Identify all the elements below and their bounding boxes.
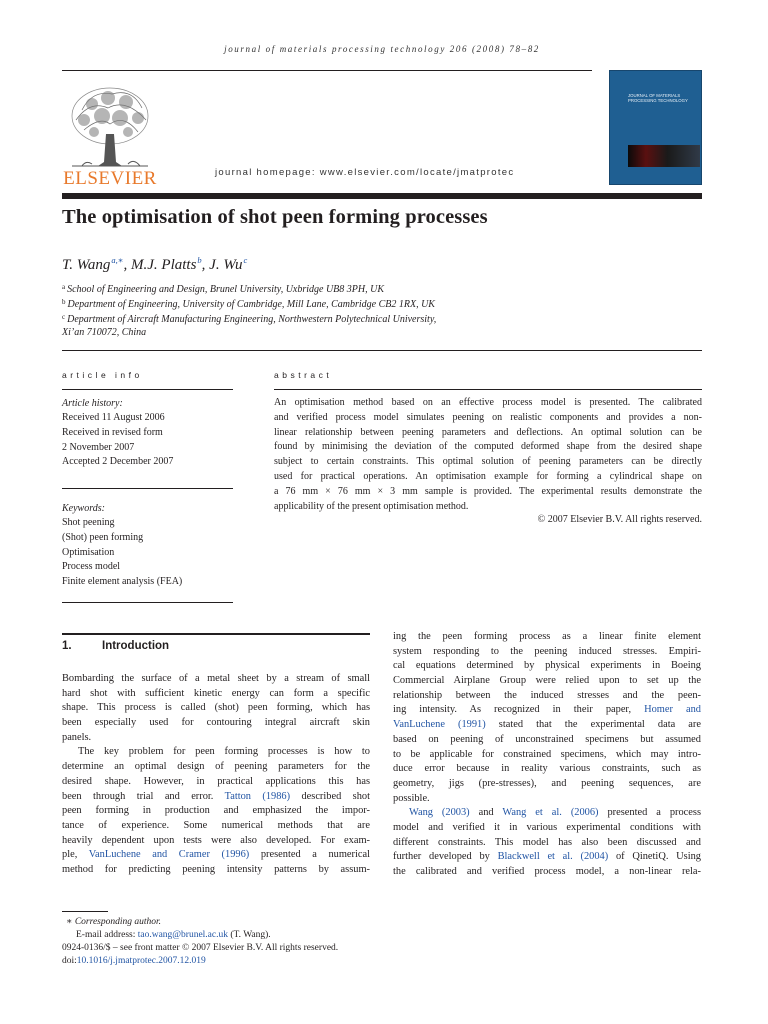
abstract-line: and verified process model simulates peening on realistic components and provides a non-	[274, 411, 702, 423]
body-column-right	[393, 630, 701, 880]
history-label: Article history:	[62, 398, 123, 409]
body-text-line	[393, 703, 701, 718]
section-title: Introduction	[102, 640, 170, 652]
abstract-line: An optimisation method based on an effective process model is presented. The calibrated	[274, 397, 702, 408]
journal-homepage[interactable]: journal homepage: www.elsevier.com/locate/jmatprotec	[215, 167, 515, 178]
affiliation: Xi’an 710072, China	[62, 327, 147, 338]
abstract-line: a 76 mm × 76 mm × 3 mm sample is provided. The experimental results demonstrate the	[274, 485, 702, 497]
body-text: hard shot with sufficient kinetic energy can form a specific	[62, 687, 370, 699]
doi-label: doi:	[62, 956, 77, 966]
body-text: desired shape. However, in practical applications this has	[62, 775, 370, 787]
affiliation: $^a$ School of Engineering and Design, Brunel University, Uxbridge UB8 3PH, UK	[62, 283, 385, 295]
body-text: presented a numerical	[249, 849, 370, 861]
abstract-line: linear relationship between peening parameters and deflections. An optimal solution can be	[274, 426, 702, 438]
body-text: shape. This process is called (shot) peen forming, which has	[62, 702, 370, 714]
header-rule	[62, 70, 592, 71]
cover-photo	[628, 145, 700, 167]
section-number: 1.	[62, 640, 72, 652]
section-heading-rule	[62, 633, 370, 635]
keywords-label: Keywords:	[62, 503, 105, 514]
keyword-item: Finite element analysis (FEA)	[62, 576, 183, 588]
body-text: been especially used for contouring integral aircraft skin	[62, 717, 370, 729]
body-text-line	[393, 659, 701, 674]
email-link[interactable]: tao.wang@brunel.ac.uk	[137, 930, 228, 940]
body-text-line	[393, 689, 701, 704]
author-name: J. Wu	[209, 257, 243, 273]
body-text-line	[62, 848, 370, 863]
author-name: M.J. Platts	[131, 257, 197, 273]
abstract-copyright: © 2007 Elsevier B.V. All rights reserved.	[537, 514, 702, 525]
publisher-wordmark: ELSEVIER	[63, 168, 157, 189]
body-text-line	[62, 731, 370, 746]
body-text: based on peening of unconstrained specimens but assumed	[393, 733, 701, 745]
abstract-line: applicability of the present optimisation method.	[274, 500, 469, 512]
paper-title: The optimisation of shot peen forming processes	[62, 206, 488, 228]
body-text: ing intensity. As recognized in their paper,	[393, 704, 645, 716]
body-text-line	[62, 672, 370, 687]
body-text: ple,	[62, 849, 89, 861]
body-text-line	[62, 745, 370, 760]
body-text-line	[393, 806, 701, 821]
keyword-item: Process model	[62, 561, 121, 573]
body-text-line	[62, 790, 370, 805]
body-text: ing the peen forming process as a linear finite element	[393, 631, 701, 642]
body-text: presented a process	[598, 807, 701, 819]
body-text: described shot	[290, 790, 370, 802]
article-info-rule	[62, 389, 233, 390]
footnote-email	[76, 929, 271, 942]
body-text-line	[62, 863, 370, 878]
body-text-line	[62, 819, 370, 834]
citation-link[interactable]: Homer and	[644, 704, 701, 716]
author-affil-mark[interactable]: c	[243, 255, 248, 265]
body-text: The key problem for peen forming processes is how to	[78, 746, 370, 758]
footnote-rule	[62, 911, 108, 912]
body-text-line	[62, 760, 370, 775]
keyword-item: Optimisation	[62, 546, 115, 558]
body-text: peen forming in production and emphasized the impor-	[62, 805, 370, 817]
abstract-rule	[274, 389, 702, 390]
abstract-line: subject to certain constraints. This optimal solution of peening parameters can be directly	[274, 456, 702, 468]
journal-cover-image	[609, 70, 702, 185]
body-text-line	[393, 777, 701, 792]
body-text: and	[469, 807, 503, 819]
body-text-line	[393, 762, 701, 777]
history-item: Received 11 August 2006	[62, 412, 165, 423]
body-text: possible.	[393, 792, 430, 804]
footnote-doi	[62, 955, 206, 968]
citation-link[interactable]: Wang et al. (2006)	[502, 807, 599, 819]
keyword-item: (Shot) peen forming	[62, 531, 144, 543]
footnote-issn: 0924-0136/$ – see front matter © 2007 Elsevier B.V. All rights reserved.	[62, 943, 339, 953]
history-item: 2 November 2007	[62, 441, 135, 453]
abstract-line: found by minimising the deviation of the computed deformed shape from the desired shape	[274, 441, 702, 453]
author-affil-mark[interactable]: b	[197, 255, 202, 265]
abstract-heading: abstract	[274, 370, 333, 380]
body-text-line	[393, 748, 701, 763]
history-item: Accepted 2 December 2007	[62, 456, 174, 468]
body-text: determine an optimal design of peening parameters for the	[62, 761, 370, 773]
body-text: Commercial Airplane Group were relied upon to set up the	[393, 675, 701, 687]
body-text-line	[393, 733, 701, 748]
author-name: T. Wang	[62, 257, 111, 273]
citation-link[interactable]: VanLuchene (1991)	[393, 719, 486, 731]
history-list	[62, 411, 173, 470]
history-item: Received in revised form	[62, 426, 163, 438]
citation-link[interactable]: Tatton (1986)	[224, 790, 291, 802]
body-text-line	[62, 716, 370, 731]
keyword-item: Shot peening	[62, 517, 115, 528]
body-text-line	[393, 718, 701, 733]
author-affil-mark[interactable]: a,∗	[111, 255, 124, 265]
citation-link[interactable]: Blackwell et al. (2004)	[497, 851, 609, 863]
doi-link[interactable]: 10.1016/j.jmatprotec.2007.12.019	[76, 956, 206, 966]
article-info-bottom-rule	[62, 602, 233, 603]
affiliation: $^b$ Department of Engineering, University of Cambridge, Mill Lane, Cambridge CB2 1RX, UK	[62, 298, 435, 310]
abstract-line: used for practical operations. An optimisation example for forming a cylindrical shape on	[274, 470, 702, 482]
body-text: further developed by	[393, 851, 498, 863]
footnote-corresponding: ∗ Corresponding author.	[66, 917, 162, 927]
body-text: system responding to the peening induced stresses. Empiri-	[393, 645, 701, 657]
body-text: of QinetiQ. Using	[608, 851, 701, 863]
body-text: method for predicting peening intensity patterns by assum-	[62, 863, 370, 875]
body-text-line	[62, 834, 370, 849]
body-text-line	[393, 836, 701, 851]
body-text-line	[393, 674, 701, 689]
body-column-left	[62, 672, 370, 878]
body-text: panels.	[62, 731, 92, 743]
body-text: stated that the experimental data are	[485, 719, 701, 731]
section-rule	[62, 350, 702, 351]
body-text-line	[393, 645, 701, 660]
body-text: Bombarding the surface of a metal sheet by a stream of small	[62, 673, 370, 684]
body-text-line	[393, 630, 701, 645]
body-text: to be applicable for constrained specimens, which may intro-	[393, 748, 701, 760]
running-head: journal of materials processing technology 206 (2008) 78–82	[224, 44, 540, 54]
section-heading	[62, 640, 169, 652]
body-text-line	[393, 821, 701, 836]
body-text: different constraints. This model has also been discussed and	[393, 836, 701, 848]
body-text-line	[393, 850, 701, 865]
affiliation: $^c$ Department of Aircraft Manufacturing Engineering, Northwestern Polytechnical University,	[62, 313, 437, 325]
body-text: relationship between the induced stresses and the peen-	[393, 689, 701, 701]
body-text-line	[62, 687, 370, 702]
body-text: tance of experience. Some numerical methods that are	[62, 819, 370, 831]
article-info-heading: article info	[62, 370, 143, 380]
abstract-body	[274, 396, 702, 514]
body-text: the calibrated and verified process model, a non-linear rela-	[393, 866, 701, 877]
body-text-line	[62, 804, 370, 819]
body-text-line	[393, 792, 701, 807]
body-text-line	[393, 865, 701, 880]
cover-title: JOURNAL OF MATERIALS PROCESSING TECHNOLOGY	[628, 93, 688, 103]
body-text: duce error because in reality various constraints, such as	[393, 763, 701, 775]
keywords-list	[62, 516, 182, 590]
author-list: T. Wang$^{a,∗}$, M.J. Platts$^b$, J. Wu$^c$	[62, 255, 248, 273]
body-text-line	[62, 701, 370, 716]
article-info-divider	[62, 488, 233, 489]
email-label: E-mail address:	[76, 930, 138, 940]
body-text: model and verified it in various experimental conditions with	[393, 821, 701, 833]
email-suffix: (T. Wang).	[228, 930, 271, 940]
citation-link[interactable]: VanLuchene and Cramer (1996)	[88, 849, 250, 861]
body-text: geometry, jigs (pre-stresses), and peening sequences, are	[393, 777, 701, 789]
body-text-line	[62, 775, 370, 790]
body-text: been through trial and error.	[62, 790, 225, 802]
body-text: heavily dependent upon tests were also developed. For exam-	[62, 834, 370, 846]
citation-link[interactable]: Wang (2003)	[409, 807, 470, 819]
body-text: cal equations determined by physical experiments in Boeing	[393, 660, 701, 672]
title-rule	[62, 193, 702, 199]
